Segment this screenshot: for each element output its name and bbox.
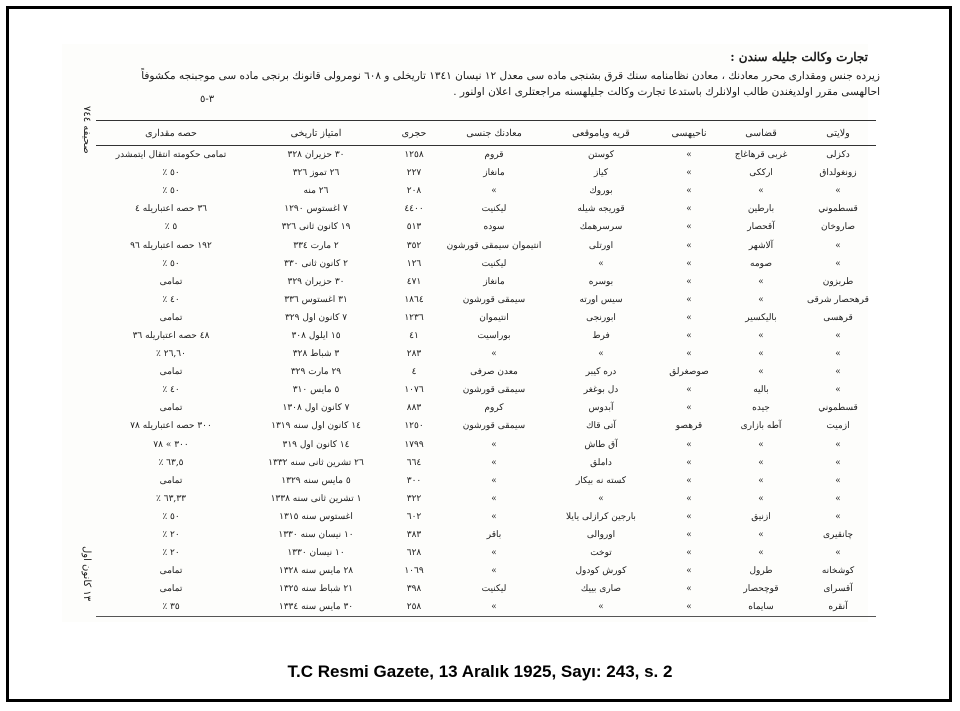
table-cell: قسطموني <box>818 403 858 414</box>
table-cell: » <box>758 349 764 360</box>
table-cell: ليكنيت <box>481 204 507 215</box>
table-cell: ٣٠٠ » ٧٨ <box>153 439 189 450</box>
table-cell: كياز <box>593 168 609 179</box>
table-row <box>96 345 876 363</box>
table-cell: ١٢٥٨ <box>404 150 424 161</box>
table-cell: » <box>686 403 692 414</box>
table-cell: » <box>686 204 692 215</box>
table-cell: » <box>758 475 764 486</box>
table-row <box>96 490 876 508</box>
table-cell: ٤٧١ <box>406 276 422 287</box>
table-cell: » <box>758 186 764 197</box>
table-cell: چانقيرى <box>822 530 854 541</box>
table-cell: ٦٣,٥ ٪ <box>158 457 184 468</box>
table-cell: كسته نه بيكار <box>575 475 627 486</box>
table-cell: ازميت <box>826 421 850 432</box>
table-cell: تمامى <box>159 276 183 287</box>
table-cell: طربزون <box>822 276 854 287</box>
table-cell: » <box>686 475 692 486</box>
table-row <box>96 182 876 200</box>
table-cell: قروم <box>484 150 504 161</box>
table-cell: ٢٦ تموز ٣٢٦ <box>292 168 340 179</box>
column-header: ولايتى <box>800 121 876 146</box>
table-cell: ٤٨ حصه اعتباريله ٣٦ <box>132 330 210 341</box>
table-cell: صومه <box>750 258 772 269</box>
table-cell: ٦٣,٣٣ ٪ <box>156 493 186 504</box>
table-cell: » <box>686 511 692 522</box>
column-header: قريه وياموقعى <box>546 121 656 146</box>
table-cell: » <box>686 186 692 197</box>
table-cell: ٣٠ حزيران ٣٢٩ <box>287 276 345 287</box>
table-cell: » <box>686 168 692 179</box>
table-cell: بوراسيت <box>477 330 511 341</box>
table-cell: ٢٩ مارت ٣٢٩ <box>290 367 342 378</box>
column-header: قضاسى <box>722 121 800 146</box>
table-cell: » <box>686 222 692 233</box>
table-cell: » <box>758 367 764 378</box>
table-cell: ٤ <box>411 367 417 378</box>
table-cell: آلاشهر <box>748 240 774 251</box>
table-cell: ٤٠ ٪ <box>162 385 180 396</box>
table-cell: » <box>491 439 497 450</box>
table-row <box>96 526 876 544</box>
table-row <box>96 309 876 327</box>
table-cell: سايماه <box>722 598 800 617</box>
table-cell: كورش كودول <box>575 566 627 577</box>
table-cell: آطه بازارى <box>740 421 782 432</box>
table-row <box>96 436 876 454</box>
table-cell: » <box>835 330 841 341</box>
table-cell: » <box>491 186 497 197</box>
table-cell: » <box>686 240 692 251</box>
table-row <box>96 508 876 526</box>
table-cell: » <box>758 330 764 341</box>
table-cell: ٥ مايس ٣١٠ <box>292 385 340 396</box>
table-cell: ٢١ شباط سنه ١٣٢٥ <box>278 584 353 595</box>
table-cell: » <box>491 566 497 577</box>
table-row <box>96 363 876 381</box>
table-cell: » <box>758 493 764 504</box>
table-cell: ٢٨٣ <box>406 349 422 360</box>
table-cell: ١٠٦٩ <box>404 566 424 577</box>
table-cell: بارجين كرازلى يايلا <box>566 511 636 522</box>
table-cell: طرول <box>749 566 773 577</box>
table-cell: ٥ مايس سنه ١٣٢٩ <box>281 475 351 486</box>
table-cell: ٢٦ تشرين ثانى سنه ١٣٣٢ <box>268 457 364 468</box>
table-cell: آبدوس <box>588 403 614 414</box>
table-cell: » <box>686 548 692 559</box>
table-cell: كروم <box>484 403 504 414</box>
table-cell: ٢ مارت ٣٣٤ <box>293 240 339 251</box>
table-cell: » <box>598 493 604 504</box>
table-cell: ٢٦ منه <box>303 186 329 197</box>
table-cell: ازنيق <box>751 511 771 522</box>
table-row <box>96 218 876 236</box>
table-cell: قوچحصار <box>743 584 779 595</box>
table-cell: سيس اورته <box>579 294 623 305</box>
table-row <box>96 164 876 182</box>
table-cell: صارى بييك <box>580 584 622 595</box>
table-cell: ٥٠ ٪ <box>162 168 180 179</box>
table-cell: » <box>546 598 656 617</box>
table-cell: » <box>686 385 692 396</box>
table-cell: بوسره <box>588 276 614 287</box>
table-cell: » <box>491 548 497 559</box>
table-row <box>96 472 876 490</box>
table-cell: » <box>598 349 604 360</box>
table-row <box>96 544 876 562</box>
table-row <box>96 273 876 291</box>
date-note: ١٣ كانون اول <box>81 546 92 602</box>
table-cell: ٧ اغستوس ١٢٩٠ <box>284 204 348 215</box>
table-cell: » <box>686 330 692 341</box>
table-row <box>96 146 876 165</box>
table-cell: ٣٢٢ <box>406 493 422 504</box>
table-cell: ٤٤٠٠ <box>404 204 424 215</box>
table-cell: » <box>835 258 841 269</box>
table-cell: » <box>758 276 764 287</box>
table-cell: مانغاز <box>483 168 505 179</box>
table-cell: توخت <box>590 548 612 559</box>
table-cell: تمامى <box>159 475 183 486</box>
table-cell: » <box>835 385 841 396</box>
intro-paragraph <box>140 68 880 105</box>
intro-reference: ٣-٥ <box>200 94 215 105</box>
table-cell: صوصغرلق <box>669 367 709 378</box>
table-cell: قسطموني <box>818 204 858 215</box>
table-cell: ٥٠ ٪ <box>162 186 180 197</box>
column-header: حصه مقدارى <box>96 121 246 146</box>
table-cell: سرسرهمك <box>579 222 623 233</box>
table-header-row <box>96 121 876 146</box>
table-cell: » <box>835 475 841 486</box>
table-row <box>96 255 876 273</box>
table-cell: ٣٠٠ حصه اعتباريله ٧٨ <box>130 421 212 432</box>
table-cell: ليكنيت <box>481 584 507 595</box>
table-cell: سيمقى قورشون <box>462 385 526 396</box>
table-cell: ٧ كانون اول ٣٢٩ <box>284 312 348 323</box>
table-cell: تمامى حكومته انتقال ايتمشدر <box>115 150 227 161</box>
table-cell: ٥٠ ٪ <box>162 258 180 269</box>
table-cell: دره كيبر <box>585 367 617 378</box>
table-cell: » <box>686 566 692 577</box>
table-cell: » <box>686 349 692 360</box>
table-cell: » <box>835 186 841 197</box>
table-cell: » <box>686 530 692 541</box>
page-number-note: صحيفه ٧٤٤ <box>81 106 92 154</box>
table-cell: ٤١ <box>409 330 419 341</box>
table-cell: ٣٠ مايس سنه ١٣٣٤ <box>246 598 386 617</box>
table-cell: ٢٠ ٪ <box>162 548 180 559</box>
table-cell: ١٠٧٦ <box>404 385 424 396</box>
table-cell: » <box>686 312 692 323</box>
table-cell: ١ تشرين ثانى سنه ١٣٣٨ <box>270 493 362 504</box>
table-cell: تمامى <box>159 367 183 378</box>
table-cell: كوستن <box>587 150 615 161</box>
table-cell: » <box>835 457 841 468</box>
table-cell: » <box>758 457 764 468</box>
table-cell: اغستوس سنه ١٣١٥ <box>279 511 353 522</box>
table-cell: قرهصو <box>675 421 703 432</box>
table-cell: ٢ كانون ثانى ٣٣٠ <box>284 258 348 269</box>
table-cell: سيمقى قورشون <box>462 294 526 305</box>
table-cell: ١٢٦ <box>406 258 422 269</box>
column-header: امتياز تاريخى <box>246 121 386 146</box>
table-row <box>96 580 876 598</box>
table-cell: » <box>686 150 692 161</box>
table-cell: مانغاز <box>483 276 505 287</box>
table-cell: ١٤ كانون اول ٣١٩ <box>282 439 350 450</box>
table-cell: اوروالى <box>586 530 616 541</box>
table-cell: » <box>835 240 841 251</box>
table-cell: ليكنيت <box>481 258 507 269</box>
table-cell: ٣٠٠ <box>406 475 422 486</box>
table-cell: ١٩ كانون ثانى ٣٢٦ <box>281 222 351 233</box>
table-cell: آق طاش <box>584 439 618 450</box>
table-cell: » <box>491 493 497 504</box>
table-cell: ٧ كانون اول ١٣٠٨ <box>282 403 350 414</box>
table-cell: سيمقى قورشون <box>462 421 526 432</box>
table-row <box>96 381 876 399</box>
left-margin <box>66 46 92 626</box>
table-cell: ١٢٣٦ <box>404 312 424 323</box>
column-header: معادنك جنسى <box>442 121 546 146</box>
table-cell: كوشخانه <box>821 566 855 577</box>
table-cell: انتيموان سيمقى قورشون <box>446 240 542 251</box>
table-cell: تمامى <box>159 584 183 595</box>
table-cell: انتيموان <box>479 312 509 323</box>
table-cell: » <box>686 457 692 468</box>
table-cell: زونغولداق <box>819 168 857 179</box>
table-cell: اورتلى <box>588 240 614 251</box>
table-cell: فرط <box>592 330 610 341</box>
table-cell: ٢٨ مايس سنه ١٣٢٨ <box>278 566 354 577</box>
mining-table <box>96 120 876 617</box>
table-cell: ١٢٥٠ <box>404 421 424 432</box>
table-cell: آتى قاك <box>586 421 616 432</box>
table-cell: تمامى <box>159 566 183 577</box>
table-cell: » <box>656 598 722 617</box>
table-cell: » <box>758 294 764 305</box>
table-cell: ٢٠ ٪ <box>162 530 180 541</box>
table-cell: ٤٠ ٪ <box>162 294 180 305</box>
table-cell: ٢٥٨ <box>386 598 442 617</box>
table-cell: » <box>835 367 841 378</box>
table-cell: » <box>758 530 764 541</box>
table-cell: ارككى <box>749 168 773 179</box>
table-cell: » <box>835 548 841 559</box>
table-row <box>96 454 876 472</box>
table-cell: » <box>686 258 692 269</box>
table-cell: معدن صرفى <box>470 367 518 378</box>
table-cell: » <box>442 598 546 617</box>
table-cell: غربى قرهاغاج <box>734 150 788 161</box>
table-body <box>96 146 876 617</box>
table-cell: دكزلى <box>826 150 850 161</box>
column-header: ناحيهسى <box>656 121 722 146</box>
table-cell: ١٠ نيسان ١٣٣٠ <box>287 548 345 559</box>
table-cell: آقحصار <box>747 222 775 233</box>
column-header: حجرى <box>386 121 442 146</box>
table-row <box>96 598 876 617</box>
table-cell: ١٥ ايلول ٣٠٨ <box>291 330 341 341</box>
table-cell: ٣٥٢ <box>406 240 422 251</box>
table-cell: بارطين <box>747 204 775 215</box>
table-cell: ٣٠ حزيران ٣٢٨ <box>287 150 345 161</box>
table-cell: » <box>598 258 604 269</box>
table-row <box>96 327 876 345</box>
table-cell: ابورنجى <box>586 312 616 323</box>
table-cell: باقر <box>486 530 502 541</box>
table-cell: ١٤ كانون اول سنه ١٣١٩ <box>271 421 361 432</box>
table-cell: ٥٠ ٪ <box>162 511 180 522</box>
table-cell: » <box>758 548 764 559</box>
intro-text: زيرده جنس ومقداری محرر معادنك ، معادن نظامنامه سنك قرق بشنجی ماده سی معدل ١٢ نيسان ١٣٤١ تاريخلی و ٦٠٨ نومرولی قانونك برنجی ماده سی موجبنجه مكشوفاً احالهسی مقرر اولديغندن طالب اولانلرك باستدعا تجارت وكالت جليلهسنه مراجعتلری اعلان اولنور . <box>141 70 880 98</box>
table-cell: » <box>835 511 841 522</box>
table-cell: ٢٠٨ <box>406 186 422 197</box>
table-cell: تمامى <box>159 312 183 323</box>
table-cell: آقسراى <box>823 584 853 595</box>
table-cell: » <box>491 475 497 486</box>
table-cell: ١٨٦٤ <box>404 294 424 305</box>
table-cell: ١٠ نيسان سنه ١٣٣٠ <box>278 530 354 541</box>
table-cell: باليه <box>753 385 769 396</box>
table-cell: ١٧٩٩ <box>404 439 424 450</box>
table-cell: سوده <box>483 222 505 233</box>
table-cell: ٣٦ حصه اعتباريله ٤ <box>135 204 207 215</box>
table-cell: » <box>758 439 764 450</box>
table-cell: قوريجه شيله <box>577 204 625 215</box>
table-cell: » <box>491 511 497 522</box>
table-cell: » <box>491 349 497 360</box>
table-cell: داملق <box>590 457 612 468</box>
source-caption: T.C Resmi Gazete, 13 Aralık 1925, Sayı: 243, s. 2 <box>287 662 673 681</box>
table-cell: ٥١٣ <box>406 222 422 233</box>
table-cell: ٦٠٢ <box>406 511 422 522</box>
table-cell: جيده <box>752 403 770 414</box>
table-cell: ٦٦٤ <box>406 457 422 468</box>
table-row <box>96 562 876 580</box>
table-cell: ٣٥ ٪ <box>96 598 246 617</box>
table-cell: » <box>835 493 841 504</box>
table-cell: » <box>686 584 692 595</box>
table-cell: » <box>686 493 692 504</box>
table-cell: ٢٢٧ <box>406 168 422 179</box>
table-cell: قرهسى <box>823 312 853 323</box>
table-cell: » <box>835 439 841 450</box>
table-cell: » <box>686 276 692 287</box>
table-row <box>96 200 876 218</box>
table-cell: ٣ شباط ٣٢٨ <box>292 349 340 360</box>
table-cell: بوروك <box>589 186 613 197</box>
table-cell: تمامى <box>159 403 183 414</box>
table-cell: ٣٨٣ <box>406 530 422 541</box>
table-cell: آنقره <box>800 598 876 617</box>
document-heading: تجارت وكالت جليله سندن : <box>730 50 868 64</box>
table-cell: » <box>686 294 692 305</box>
table-cell: ٢٦,٦٠ ٪ <box>156 349 186 360</box>
table-cell: دل بوغغر <box>583 385 619 396</box>
table-cell: صاروخان <box>821 222 855 233</box>
table-cell: ٨٨٣ <box>406 403 422 414</box>
table-row <box>96 399 876 417</box>
table-cell: باليكسير <box>745 312 777 323</box>
table-cell: ٣١ اغستوس ٣٣٦ <box>284 294 348 305</box>
table-cell: » <box>835 349 841 360</box>
table-cell: » <box>686 439 692 450</box>
table-cell: قرهحصار شرقى <box>807 294 869 305</box>
table-cell: ٣٩٨ <box>406 584 422 595</box>
table-cell: ١٩٢ حصه اعتباريله ٩٦ <box>130 240 212 251</box>
table-cell: ٥ ٪ <box>164 222 178 233</box>
table-row <box>96 291 876 309</box>
table-row <box>96 417 876 435</box>
table-cell: » <box>491 457 497 468</box>
table-row <box>96 236 876 254</box>
table-cell: ٦٢٨ <box>406 548 422 559</box>
